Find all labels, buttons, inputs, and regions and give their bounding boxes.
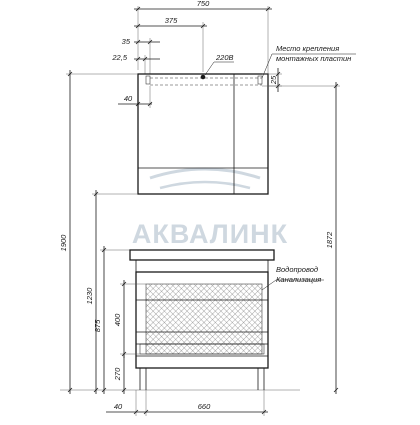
dim-label-875: 875: [93, 319, 102, 333]
dim-label-35: 35: [121, 37, 130, 46]
watermark: [132, 169, 288, 249]
dim-label-1900: 1900: [59, 234, 68, 252]
mount-label-line2: монтажных пластин: [276, 54, 352, 63]
dim-label-660: 660: [197, 402, 211, 411]
dim-label-1230: 1230: [85, 287, 94, 305]
dim-label-40-top: 40: [123, 94, 133, 103]
watermark-wave-bottom: [160, 182, 250, 188]
bottom-dimensions: [106, 390, 268, 416]
mount-label-line1: Место крепления: [276, 44, 340, 53]
socket-label: 220В: [216, 53, 234, 62]
dim-label-40-bottom: 40: [113, 402, 123, 411]
dim-label-400: 400: [113, 313, 122, 327]
dim-label-22-5: 22,5: [112, 53, 127, 62]
dim-label-750: 750: [196, 0, 210, 8]
watermark-wave-top: [150, 169, 260, 178]
top-dimensions: [111, 0, 272, 80]
left-mount-plate: [146, 76, 150, 84]
socket-point: [201, 75, 206, 80]
basin-top: [130, 250, 274, 260]
right-mount-plate: [258, 76, 262, 84]
water-label-line2: Канализация: [276, 275, 322, 284]
basin-bowl: [136, 260, 268, 272]
watermark-text: АКВАЛИНК: [131, 219, 289, 249]
water-label-line1: Водопровод: [276, 265, 319, 274]
dim-label-25: 25: [269, 75, 278, 85]
dim-label-1872: 1872: [325, 231, 334, 249]
dim-label-270: 270: [113, 367, 122, 381]
cabinet-vertical-dimensions: [113, 280, 146, 394]
vanity-cabinet: [130, 250, 324, 390]
dim-label-375: 375: [164, 16, 178, 25]
